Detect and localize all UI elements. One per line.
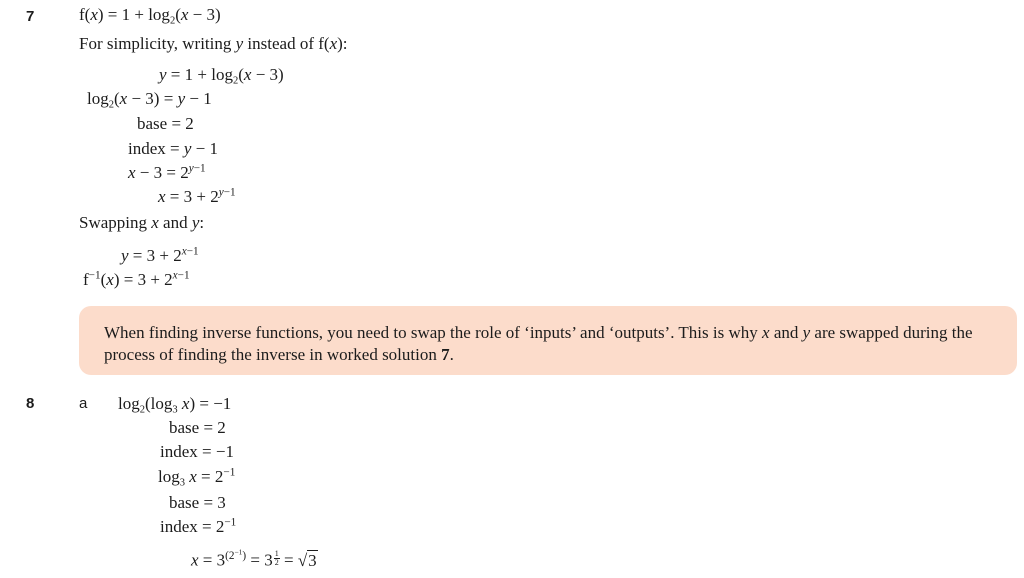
q7-result-line-1: $y = 3 + 2^{x-1}$ (121, 245, 199, 265)
q8-eq-line-6: index = $2^{-1}$ (160, 516, 237, 536)
q7-function-definition: $f(x) = 1 + \log_2(x - 3)$ (79, 5, 221, 27)
q7-eq-line-6: $x = 3 + 2^{y-1}$ (158, 186, 236, 206)
question-number-7: 7 (26, 8, 35, 25)
note-callout (79, 306, 1017, 375)
question-number-8: 8 (26, 395, 35, 412)
q7-eq-line-3: base = 2 (137, 114, 194, 133)
q7-eq-line-5: $x - 3 = 2^{y-1}$ (128, 162, 206, 182)
q8-eq-line-2: base = 2 (169, 418, 226, 437)
q7-swap-text: Swapping x and y: (79, 213, 205, 232)
q8-eq-line-4: $\log_3 x = 2^{-1}$ (158, 466, 236, 489)
q8-eq-line-3: index = −1 (160, 442, 234, 461)
q8-part-label: a (79, 395, 88, 412)
q7-eq-line-1: $y = 1 + \log_2(x - 3)$ (159, 65, 284, 87)
q7-eq-line-4: index = y − 1 (128, 139, 218, 158)
q7-intro-text: For simplicity, writing y instead of f(x): (79, 34, 348, 53)
q7-result-line-2: $f^{-1}(x) = 3 + 2^{x-1}$ (83, 269, 190, 289)
q8-eq-line-5: base = 3 (169, 493, 226, 512)
q8-eq-line-7: $x = 3^{(2^{-1})} = 3$ $\frac{1}{2}$ = √3 (191, 547, 317, 570)
q8-eq-line-1: $\log_2(\log_3$ x) = −1 (118, 394, 232, 416)
note-text: When finding inverse functions, you need to swap the role of ‘inputs’ and ‘outputs’. This is why x and y are swapped during the process of finding the inverse in worked solution 7. (104, 323, 973, 364)
q7-eq-line-2: $\log_2(x - 3) = y - 1$ (87, 89, 212, 111)
